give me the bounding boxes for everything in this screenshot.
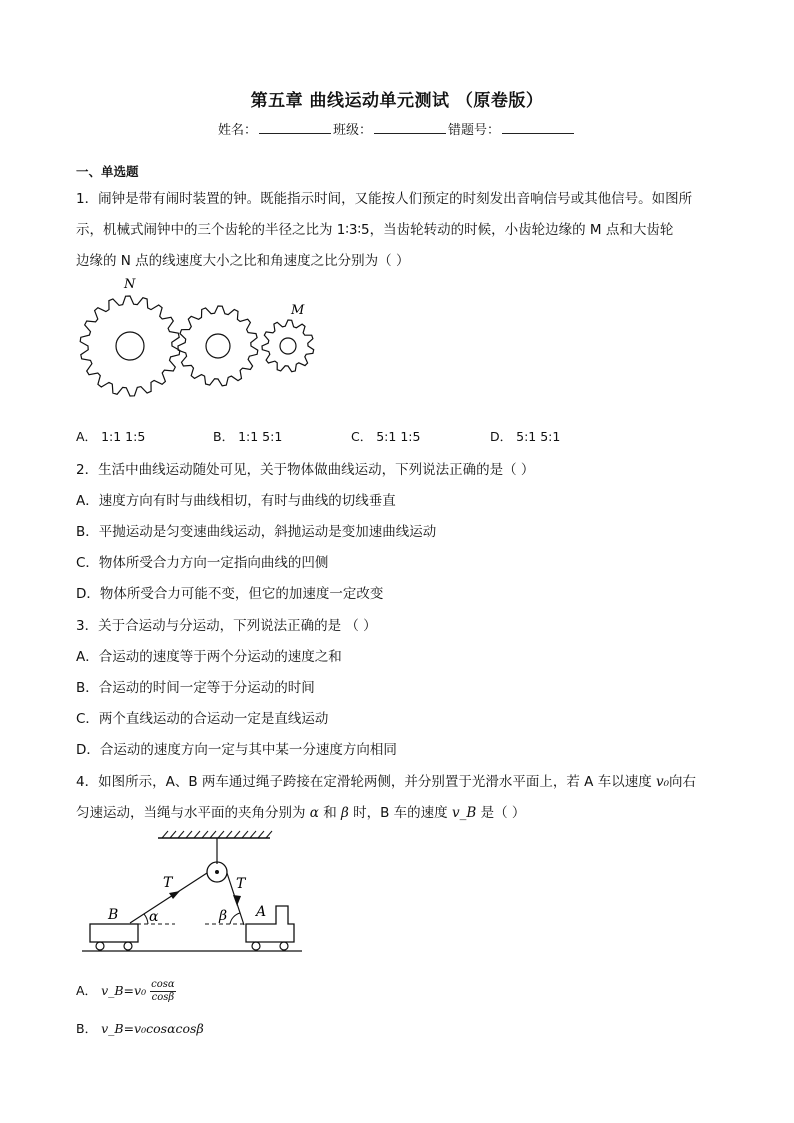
- wrong-label: 错题号：: [448, 123, 501, 138]
- q4-option-b[interactable]: [76, 1019, 208, 1037]
- tension-arrow-a: [233, 895, 241, 906]
- pulley-axle: [215, 870, 219, 874]
- hatch-mark: [170, 831, 176, 838]
- q1-option-c[interactable]: [351, 427, 424, 445]
- cart-a-wheel: [280, 942, 288, 950]
- label-t-right: T: [236, 876, 246, 892]
- hatch-mark: [194, 831, 200, 838]
- hatch-mark: [234, 831, 240, 838]
- option-text: 5:1 1:5: [376, 429, 421, 444]
- hatch-mark: [266, 831, 272, 838]
- pulley-figure: [80, 828, 305, 960]
- ceiling-hatch: [162, 831, 272, 838]
- label-a: A: [256, 904, 267, 920]
- hatch-mark: [218, 831, 224, 838]
- q2-option-a[interactable]: A．速度方向有时与曲线相切，有时与曲线的切线垂直: [76, 493, 396, 509]
- hatch-mark: [226, 831, 232, 838]
- label-beta: β: [219, 908, 228, 924]
- q4-text: 向右: [669, 774, 697, 790]
- q3-option-d[interactable]: D．合运动的速度方向一定与其中某一分速度方向相同: [76, 742, 397, 758]
- hatch-mark: [242, 831, 248, 838]
- q3-option-b[interactable]: B．合运动的时间一定等于分运动的时间: [76, 680, 315, 696]
- label-alpha: α: [149, 909, 159, 925]
- label-t-left: T: [163, 875, 173, 891]
- q3-option-c[interactable]: C．两个直线运动的合运动一定是直线运动: [76, 711, 329, 727]
- fraction-numerator: cosα: [151, 979, 175, 990]
- option-letter: D．: [490, 429, 513, 444]
- gears-figure: [70, 275, 330, 405]
- q2-option-b[interactable]: B．平抛运动是匀变速曲线运动，斜抛运动是变加速曲线运动: [76, 524, 437, 540]
- option-letter: A．: [76, 429, 98, 444]
- q1-option-a[interactable]: [76, 427, 149, 445]
- tension-arrow-b: [169, 891, 180, 899]
- option-expr: v_B=v₀cosαcosβ: [101, 1021, 204, 1036]
- class-blank[interactable]: [374, 121, 446, 134]
- small-gear-hub: [280, 338, 296, 354]
- hatch-mark: [258, 831, 264, 838]
- q3-stem: 3．关于合运动与分运动，下列说法正确的是 （ ）: [76, 618, 377, 634]
- option-letter: A．: [76, 983, 98, 998]
- option-text: 1:1 1:5: [101, 429, 146, 444]
- name-label: 姓名：: [217, 123, 257, 138]
- angle-beta-arc: [230, 913, 240, 924]
- q1-option-d[interactable]: [490, 427, 564, 445]
- cart-b-wheel: [96, 942, 104, 950]
- hatch-mark: [210, 831, 216, 838]
- middle-gear-hub: [206, 334, 230, 358]
- hatch-mark: [202, 831, 208, 838]
- hatch-mark: [178, 831, 184, 838]
- hatch-mark: [186, 831, 192, 838]
- fraction-denominator: cosβ: [151, 992, 175, 1003]
- hatch-mark: [162, 831, 168, 838]
- name-blank[interactable]: [259, 121, 331, 134]
- page-title: 第五章 曲线运动单元测试 （原卷版）: [250, 91, 544, 111]
- cos-fraction: [150, 979, 180, 1004]
- large-gear: [80, 296, 180, 396]
- section-title: 一、单选题: [76, 164, 139, 179]
- option-letter: C．: [351, 429, 373, 444]
- q4-text: 时，B 车的速度: [348, 805, 452, 821]
- q4-beta: β: [341, 805, 349, 821]
- q1-line-1: 1．闹钟是带有闹时装置的钟。既能指示时间，又能按人们预定的时刻发出音响信号或其他信号。如图所: [76, 191, 693, 207]
- q4-line-2: [76, 801, 525, 821]
- angle-alpha-arc: [144, 914, 148, 924]
- q2-stem: 2．生活中曲线运动随处可见，关于物体做曲线运动，下列说法正确的是（ ）: [76, 462, 535, 478]
- student-info-line: [0, 119, 794, 138]
- class-label: 班级：: [332, 123, 372, 138]
- label-n: N: [124, 277, 136, 292]
- q4-text: 4．如图所示，A、B 两车通过绳子跨接在定滑轮两侧，并分别置于光滑水平面上，若 A 车以速度: [76, 774, 656, 790]
- middle-gear: [178, 306, 258, 386]
- q4-text: 匀速运动，当绳与水平面的夹角分别为: [76, 805, 310, 821]
- q4-text: 是（ ）: [476, 805, 526, 821]
- q4-line-1: [76, 770, 696, 790]
- q1-line-3: 边缘的 N 点的线速度大小之比和角速度之比分别为（ ）: [76, 253, 410, 269]
- small-gear: [262, 320, 314, 372]
- cart-b-body: [90, 924, 138, 942]
- q2-option-c[interactable]: C．物体所受合力方向一定指向曲线的凹侧: [76, 555, 329, 571]
- option-letter: B．: [213, 429, 235, 444]
- q4-alpha: α: [309, 805, 319, 821]
- cart-a-body: [246, 906, 294, 942]
- q3-option-a[interactable]: A．合运动的速度等于两个分运动的速度之和: [76, 649, 342, 665]
- option-letter: B．: [76, 1021, 98, 1036]
- label-b: B: [108, 907, 119, 923]
- q1-option-b[interactable]: [213, 427, 286, 445]
- q4-option-a[interactable]: [76, 979, 184, 1004]
- hatch-mark: [250, 831, 256, 838]
- option-text: 1:1 5:1: [238, 429, 283, 444]
- large-gear-hub: [116, 332, 144, 360]
- q1-line-2: 示，机械式闹钟中的三个齿轮的半径之比为 1∶3∶5，当齿轮转动的时候，小齿轮边缘的 M 点和大齿轮: [76, 222, 674, 238]
- wrong-blank[interactable]: [502, 121, 574, 134]
- cart-b-wheel: [124, 942, 132, 950]
- q4-text: 和: [318, 805, 342, 821]
- option-text: 5:1 5:1: [516, 429, 561, 444]
- q4-vb: v_B: [451, 805, 477, 821]
- q4-v0: v₀: [656, 774, 670, 790]
- q2-option-d[interactable]: D．物体所受合力可能不变，但它的加速度一定改变: [76, 586, 384, 602]
- label-m: M: [291, 303, 305, 318]
- cart-a-wheel: [252, 942, 260, 950]
- option-lhs: v_B=v₀: [101, 983, 147, 998]
